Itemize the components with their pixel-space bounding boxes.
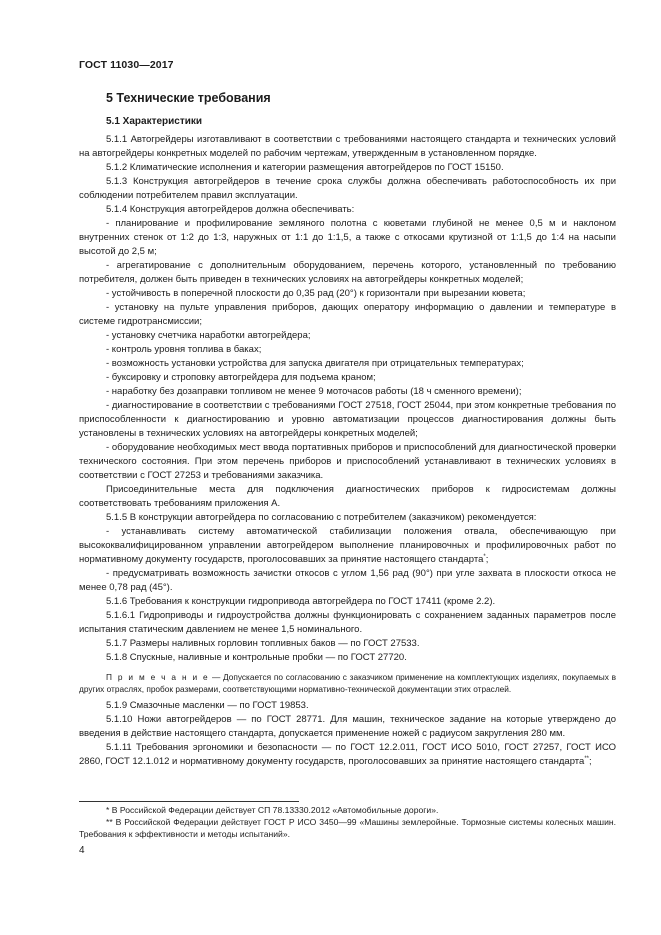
note — [79, 671, 616, 696]
paragraph: 5.1.2 Климатические исполнения и категории размещения автогрейдеров по ГОСТ 15150. — [106, 162, 504, 173]
footnote: * В Российской Федерации действует СП 78.13330.2012 «Автомобильные дороги». — [106, 805, 439, 815]
list-item: - возможность установки устройства для запуска двигателя при отрицательных температурах; — [106, 358, 524, 369]
paragraph-text: 5.1.11 Требования эргономики и безопасности — по ГОСТ 12.2.011, ГОСТ ИСО 5010, ГОСТ 27257, ГОСТ ИСО 2860, ГОСТ 12.1.012 и нормативному документу государств, проголосовавших за принятие настоящего стандарта — [79, 741, 616, 767]
paragraph: 5.1.10 Ножи автогрейдеров — по ГОСТ 28771. Для машин, техническое задание на которые утверждено до введения в действие настоящего стандарта, допускается применение ножей с радиусом закругления 280 мм. — [79, 713, 616, 739]
list-item — [79, 525, 616, 567]
paragraph: 5.1.4 Конструкция автогрейдеров должна обеспечивать: — [106, 204, 355, 215]
note-label: П р и м е ч а н и е — [106, 672, 210, 682]
list-item-text: - устанавливать систему автоматической стабилизации положения отвала, обеспечивающую при высококвалифицированном управлении автогрейдером выполнение планировочных и профилировочных работ по нормативному документу государств, проголосовавших за принятие настоящего стандарта — [79, 526, 616, 565]
paragraph-tail: ; — [589, 755, 592, 767]
body-text — [79, 133, 616, 769]
list-item: - устойчивость в поперечной плоскости до 0,35 рад (20°) к горизонтали при вырезании кювета; — [106, 288, 526, 299]
paragraph: 5.1.3 Конструкция автогрейдеров в течение срока службы должна обеспечивать работоспособность их при соблюдении потребителем правил эксплуатации. — [79, 176, 616, 201]
paragraph: 5.1.5 В конструкции автогрейдера по согласованию с потребителем (заказчиком) рекомендуется: — [106, 512, 537, 523]
subsection-title: 5.1 Характеристики — [106, 116, 203, 127]
running-header: ГОСТ 11030—2017 — [79, 59, 174, 71]
paragraph: 5.1.8 Спускные, наливные и контрольные пробки — по ГОСТ 27720. — [106, 652, 407, 663]
list-item: - буксировку и строповку автогрейдера для подъема краном; — [106, 372, 376, 383]
footnote: ** В Российской Федерации действует ГОСТ Р ИСО 3450—99 «Машины землеройные. Тормозные системы колесных машин. Требования к эффективности и методы испытаний». — [79, 817, 616, 839]
paragraph: 5.1.6 Требования к конструкции гидропривода автогрейдера по ГОСТ 17411 (кроме 2.2). — [106, 596, 496, 607]
list-item: - агрегатирование с дополнительным оборудованием, перечень которого, установленный по требованию потребителя, должен быть приведен в технических условиях на автогрейдеры конкретных моделей; — [79, 260, 616, 285]
paragraph — [79, 741, 616, 769]
list-item: - диагностирование в соответствии с требованиями ГОСТ 27518, ГОСТ 25044, при этом конкретные требования по приспособленности к диагностированию и уровню автоматизации процессов диагностирования должны быть установлены в технических условиях на автогрейдеры конкретных моделей; — [79, 400, 616, 439]
list-item: - установку на пульте управления приборов, дающих оператору информацию о давлении и температуре в системе гидротрансмиссии; — [79, 302, 616, 327]
section-title: 5 Технические требования — [106, 91, 271, 105]
footnote-mark: * — [483, 553, 486, 560]
list-item: - наработку без дозаправки топливом не менее 9 моточасов работы (18 ч сменного времени); — [106, 386, 522, 397]
footnote-mark: ** — [584, 755, 589, 762]
paragraph: 5.1.9 Смазочные масленки — по ГОСТ 19853. — [106, 699, 309, 711]
footnote-divider — [79, 801, 299, 802]
list-item: - установку счетчика наработки автогрейдера; — [106, 330, 311, 341]
note-text: — Допускается по согласованию с заказчиком применение на комплектующих изделиях, покупаемых в других отраслях, пробок размерами, соответствующими нормативно-технической документации этих отраслей. — [79, 672, 616, 695]
paragraph: 5.1.1 Автогрейдеры изготавливают в соответствии с требованиями настоящего стандарта и технических условий на автогрейдеры конкретных моделей по рабочим чертежам, утвержденным в установленном порядке. — [79, 134, 616, 159]
paragraph: 5.1.7 Размеры наливных горловин топливных баков — по ГОСТ 27533. — [106, 638, 420, 649]
list-item: - планирование и профилирование земляного полотна с кюветами глубиной не менее 0,5 м и наклоном внутренних стенок от 1:2 до 1:3, наружных от 1:1 до 1:1,5, а также с откосами крутизной от 1:1,5 до 1:4 на насыпи высотой до 2,5 м; — [79, 218, 616, 257]
list-item: - оборудование необходимых мест ввода портативных приборов и приспособлений для диагностической проверки технического состояния. При этом перечень приборов и приспособлений устанавливают в технических условиях в соответствии с ГОСТ 27253 и требованиями заказчика. — [79, 442, 616, 481]
paragraph: 5.1.6.1 Гидроприводы и гидроустройства должны функционировать с сохранением заданных параметров после испытания статическим давлением не менее 1,5 номинального. — [79, 610, 616, 635]
list-item: - контроль уровня топлива в баках; — [106, 344, 262, 355]
page-number: 4 — [79, 845, 85, 856]
paragraph: Присоединительные места для подключения диагностических приборов к гидросистемам должны соответствовать требованиям приложения А. — [79, 484, 616, 509]
footnotes — [79, 804, 616, 840]
list-item-tail: ; — [485, 554, 489, 565]
list-item: - предусматривать возможность зачистки откосов с углом 1,56 рад (90°) при угле захвата в плоскости откоса не менее 0,78 рад (45°). — [79, 568, 616, 593]
